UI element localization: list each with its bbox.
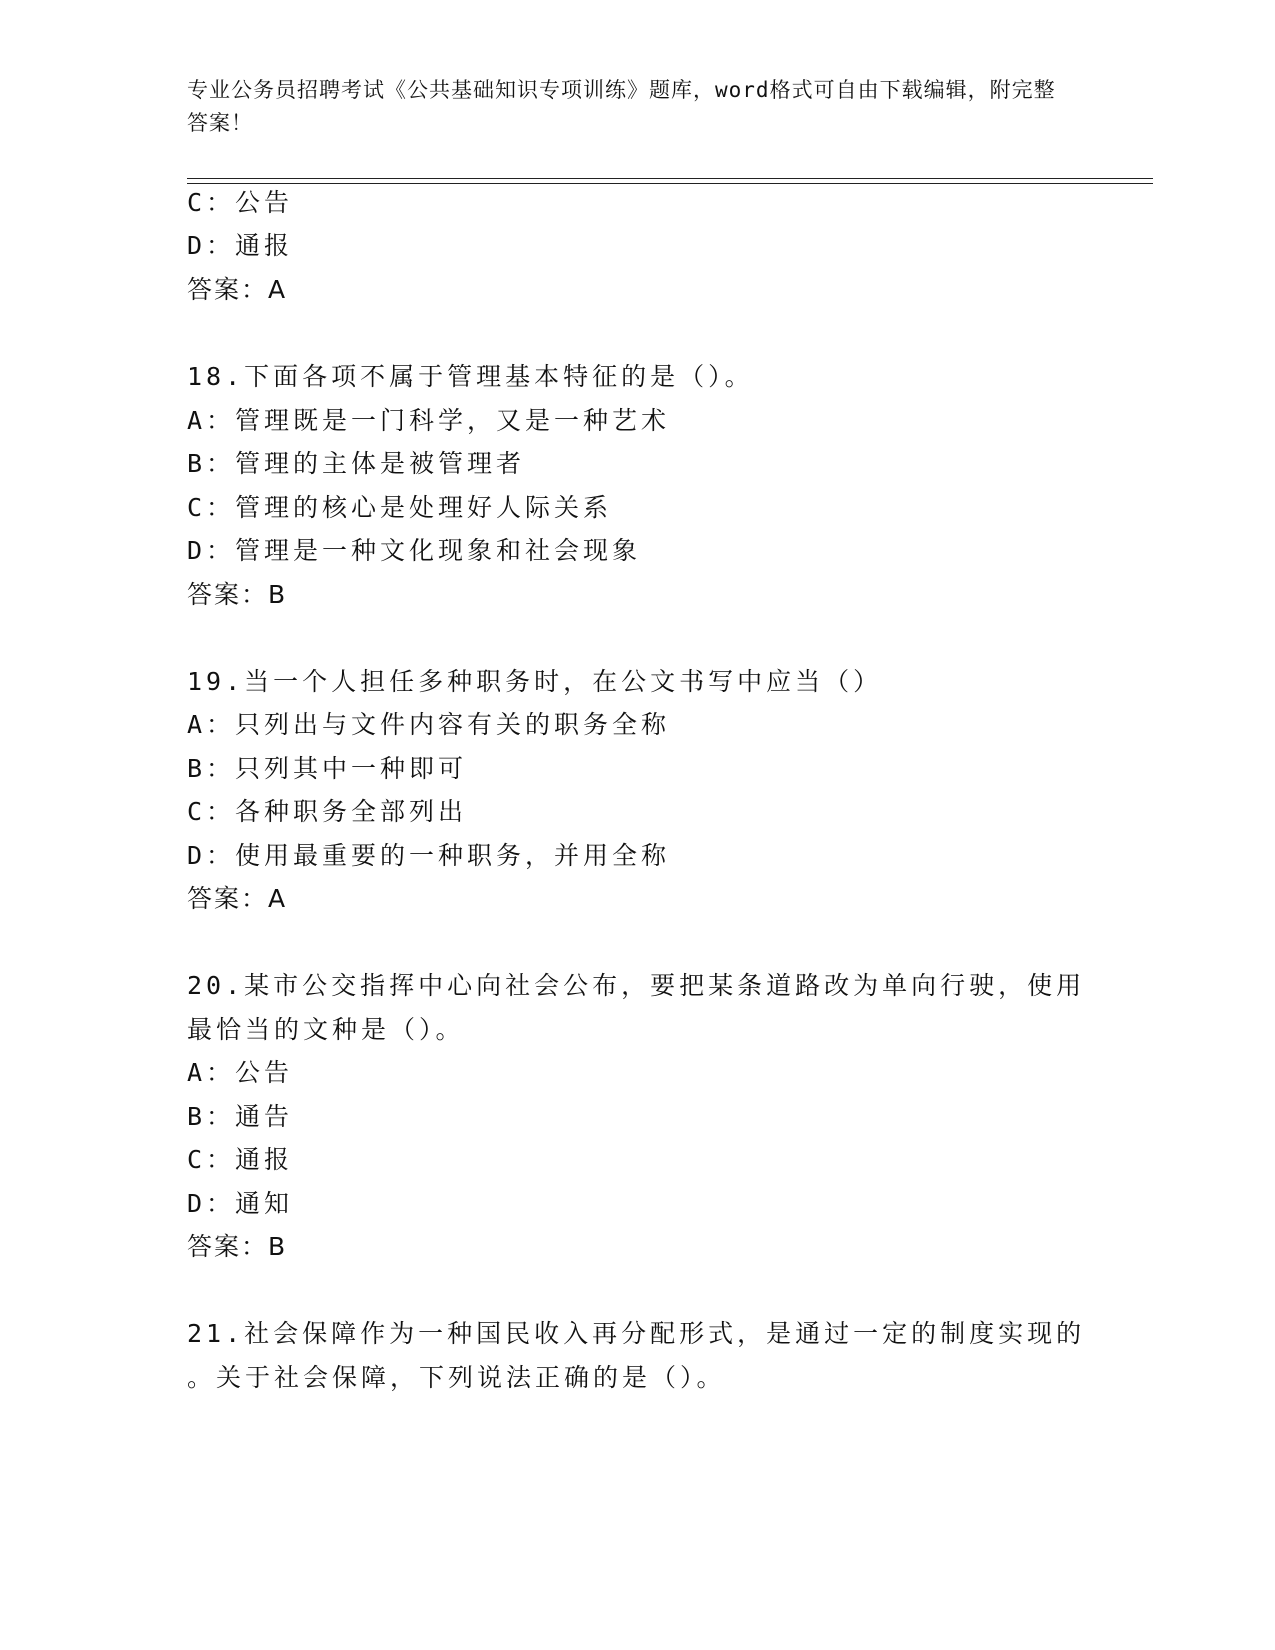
q21-stem-line-1: 21.社会保障作为一种国民收入再分配形式，是通过一定的制度实现的 [187,1319,1086,1348]
q19-option-b: B：只列其中一种即可 [187,754,468,783]
q19-option-d: D：使用最重要的一种职务，并用全称 [187,841,671,870]
q18-stem: 18.下面各项不属于管理基本特征的是（）。 [187,362,754,391]
q20-option-b: B：通告 [187,1102,294,1131]
q19-answer: 答案：A [187,884,288,913]
header-divider-bottom [187,183,1153,184]
document-header: 专业公务员招聘考试《公共基础知识专项训练》题库，word格式可自由下载编辑，附完整答案！ [187,78,1056,135]
q20-stem-line-1: 20.某市公交指挥中心向社会公布，要把某条道路改为单向行驶，使用 [187,971,1086,1000]
q20-option-c: C：通报 [187,1145,294,1174]
q19-option-a: A：只列出与文件内容有关的职务全称 [187,710,671,739]
q20-option-d: D：通知 [187,1189,294,1218]
q21-stem-line-2: 。关于社会保障，下列说法正确的是（）。 [187,1363,726,1392]
q18-option-b: B：管理的主体是被管理者 [187,449,526,478]
q20-stem-line-2: 最恰当的文种是（）。 [187,1015,465,1044]
header-divider-top [187,178,1153,179]
q17-option-c: C：公告 [187,188,294,217]
q17-answer: 答案：A [187,275,288,304]
q18-option-c: C：管理的核心是处理好人际关系 [187,493,613,522]
q18-option-a: A：管理既是一门科学，又是一种艺术 [187,406,671,435]
q17-option-d: D：通报 [187,231,294,260]
q19-option-c: C：各种职务全部列出 [187,797,468,826]
q18-option-d: D：管理是一种文化现象和社会现象 [187,536,642,565]
q20-answer: 答案：B [187,1232,288,1261]
q19-stem: 19.当一个人担任多种职务时，在公文书写中应当（） [187,667,883,696]
q18-answer: 答案：B [187,580,288,609]
q20-option-a: A：公告 [187,1058,294,1087]
